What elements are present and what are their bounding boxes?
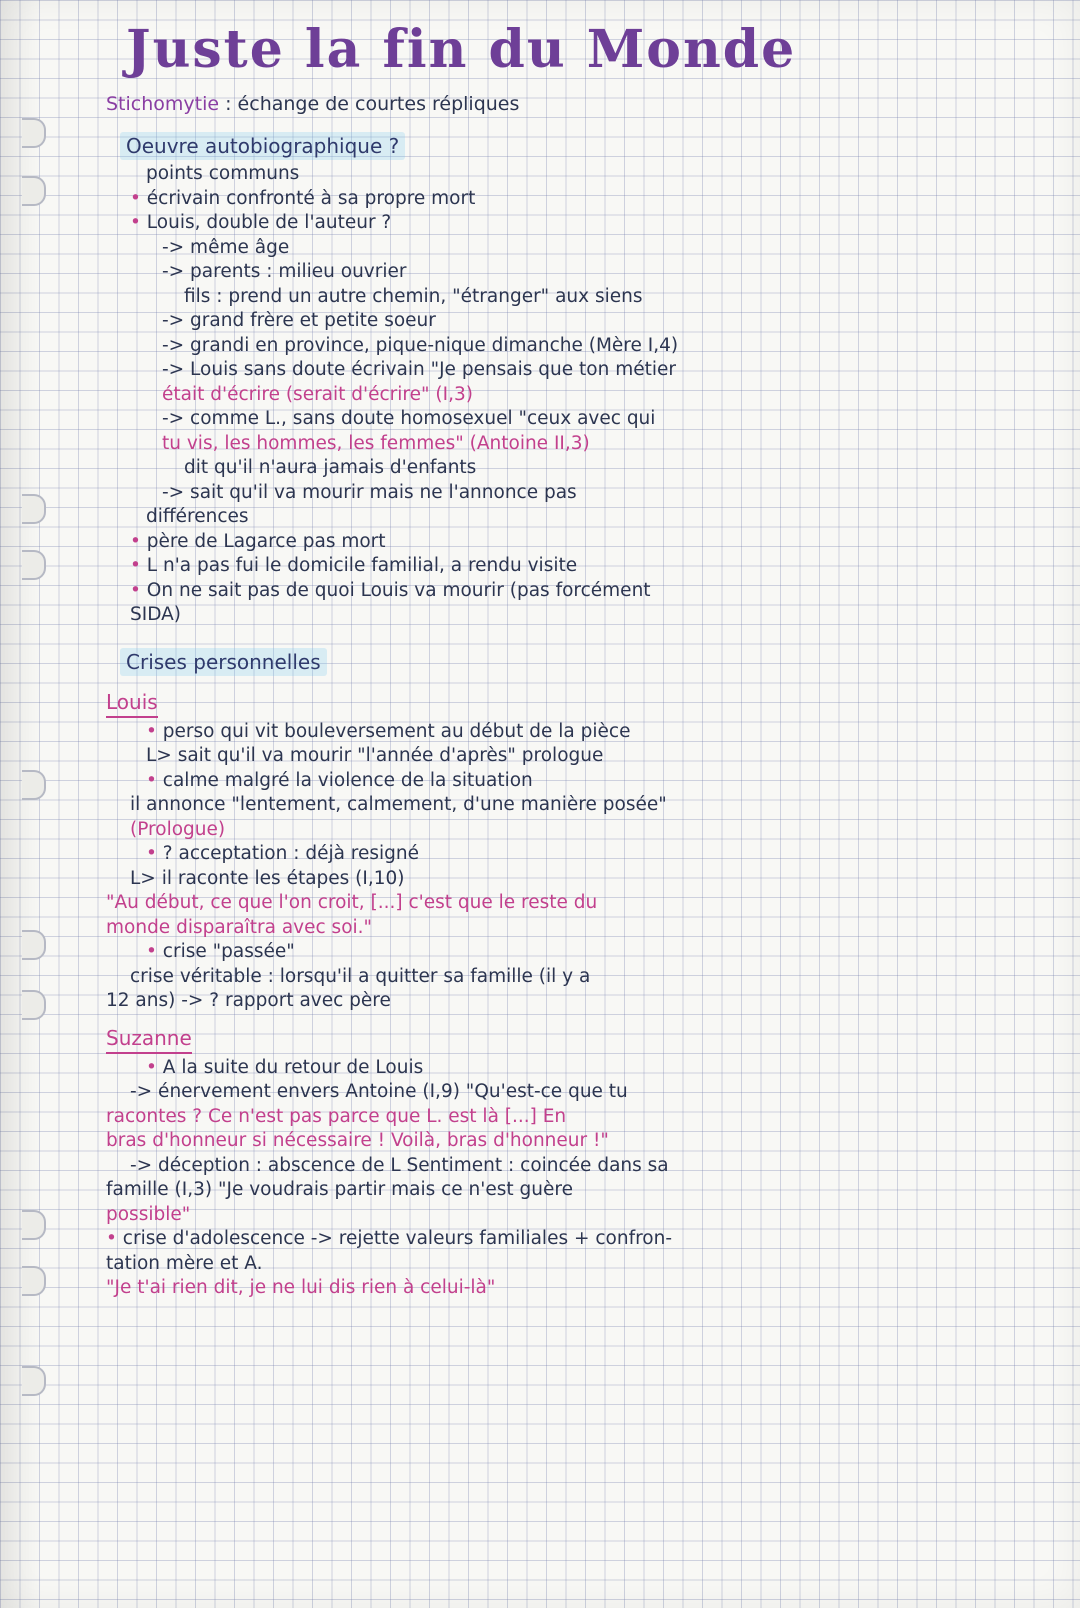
binder-hole: [22, 550, 46, 580]
list-item: L> sait qu'il va mourir "l'année d'après" prologue: [146, 745, 604, 766]
differences-label: différences: [146, 506, 249, 527]
binder-hole: [22, 494, 46, 524]
quote-line: bras d'honneur si nécessaire ! Voilà, bras d'honneur !": [106, 1130, 609, 1151]
list-item: • On ne sait pas de quoi Louis va mourir (pas forcément: [106, 579, 1056, 604]
list-item: • ? acceptation : déjà resigné: [106, 842, 1056, 867]
quote-line: monde disparaîtra avec soi.": [106, 916, 373, 938]
quote-line: "Au début, ce que l'on croit, [...] c'est que le reste du: [106, 892, 598, 913]
subheading-suzanne: Suzanne: [106, 1024, 192, 1054]
quote-line: racontes ? Ce n'est pas parce que L. est là [...] En: [106, 1105, 567, 1127]
list-item: -> énervement envers Antoine (I,9) "Qu'est-ce que tu: [130, 1081, 628, 1102]
binder-hole: [22, 1266, 46, 1296]
list-item: • Louis, double de l'auteur ?: [106, 211, 1056, 236]
list-item: -> Louis sans doute écrivain "Je pensais que ton métier: [162, 359, 676, 380]
page-title: Juste la fin du Monde: [126, 19, 797, 80]
list-item: crise véritable : lorsqu'il a quitter sa famille (il y a: [130, 965, 591, 987]
list-item: L> il raconte les étapes (I,10): [130, 867, 405, 889]
definition: [106, 90, 1056, 118]
list-item: • écrivain confronté à sa propre mort: [106, 187, 1056, 212]
quote-line: possible": [106, 1203, 191, 1225]
list-item: -> grand frère et petite soeur: [162, 310, 436, 331]
list-item: • crise d'adolescence -> rejette valeurs familiales + confron-: [106, 1227, 1056, 1252]
list-item: -> parents : milieu ouvrier: [162, 261, 407, 282]
list-item: • L n'a pas fui le domicile familial, a rendu visite: [106, 554, 1056, 579]
list-item: -> grandi en province, pique-nique dimanche (Mère I,4): [162, 334, 679, 356]
section-heading-crises: Crises personnelles: [120, 648, 327, 676]
list-item: -> même âge: [162, 236, 290, 258]
list-item: famille (I,3) "Je voudrais partir mais ce n'est guère: [106, 1179, 573, 1200]
binder-hole: [22, 176, 46, 206]
binder-hole: [22, 1366, 46, 1396]
quote-line: "Je t'ai rien dit, je ne lui dis rien à celui-là": [106, 1277, 496, 1298]
list-item: il annonce "lentement, calmement, d'une manière posée": [130, 794, 667, 815]
quote-line: (Prologue): [130, 818, 226, 840]
list-item: dit qu'il n'aura jamais d'enfants: [184, 457, 477, 478]
common-points-label: points communs: [146, 163, 300, 184]
list-item: • père de Lagarce pas mort: [106, 530, 1056, 555]
list-item: • perso qui vit bouleversement au début de la pièce: [106, 720, 1056, 745]
binder-hole: [22, 930, 46, 960]
list-item: • crise "passée": [106, 940, 1056, 965]
binder-hole: [22, 770, 46, 800]
binder-hole: [22, 118, 46, 148]
list-item: -> déception : abscence de L Sentiment : coincée dans sa: [130, 1154, 669, 1176]
definition-text: : échange de courtes répliques: [219, 93, 520, 115]
subheading-louis: Louis: [106, 688, 158, 718]
binder-hole: [22, 990, 46, 1020]
list-item: fils : prend un autre chemin, "étranger" aux siens: [184, 285, 643, 307]
quote-line: était d'écrire (serait d'écrire" (I,3): [162, 383, 473, 405]
list-item: • A la suite du retour de Louis: [106, 1056, 1056, 1081]
list-item: -> sait qu'il va mourir mais ne l'annonce pas: [162, 481, 577, 503]
list-item: 12 ans) -> ? rapport avec père: [106, 990, 391, 1011]
list-item: • calme malgré la violence de la situation: [106, 769, 1056, 794]
quote-line: tu vis, les hommes, les femmes" (Antoine II,3): [162, 432, 590, 454]
list-item: -> comme L., sans doute homosexuel "ceux avec qui: [162, 408, 656, 429]
binder-hole: [22, 1210, 46, 1240]
notes-content: [106, 18, 1056, 1301]
section-heading-autobiography: Oeuvre autobiographique ?: [120, 132, 405, 160]
list-item: SIDA): [130, 604, 181, 625]
list-item: tation mère et A.: [106, 1252, 263, 1274]
definition-term: Stichomytie: [106, 93, 220, 115]
